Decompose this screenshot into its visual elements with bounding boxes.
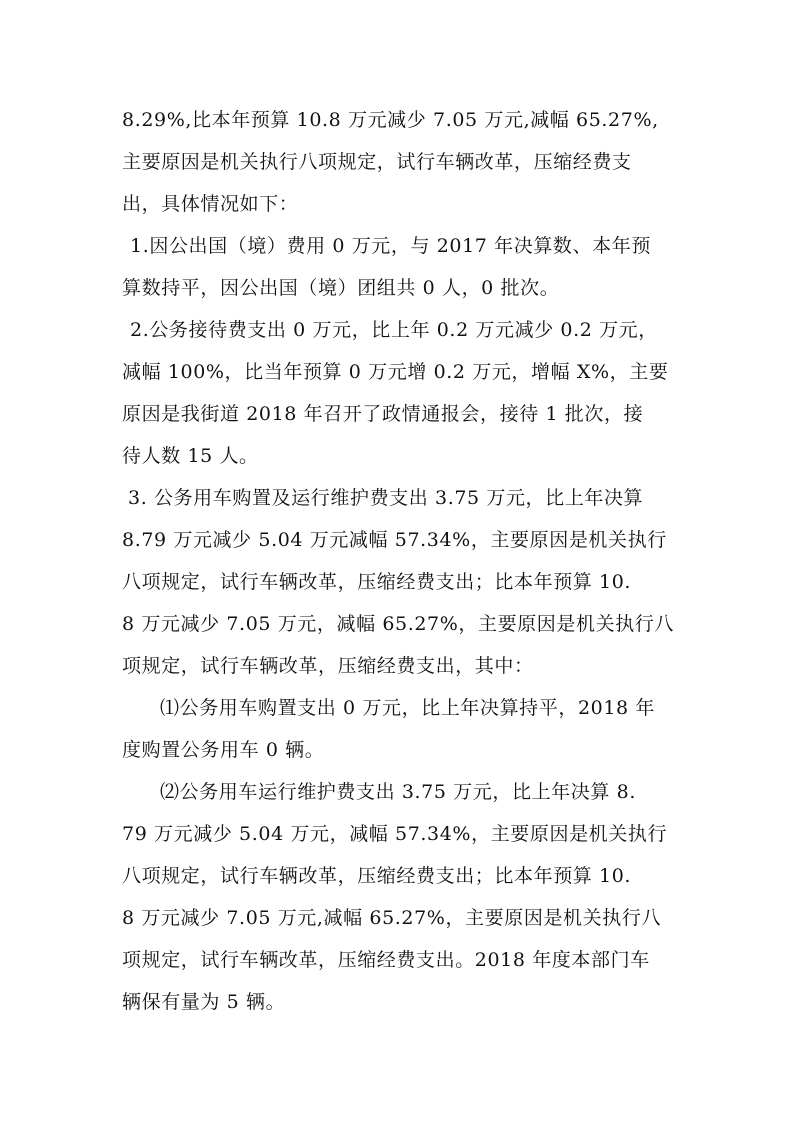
text-line-7: 减幅 100%，比当年预算 0 万元增 0.2 万元，增幅 X%，主要 [122, 361, 669, 383]
text-line-16: 度购置公务用车 0 辆。 [122, 739, 325, 761]
text-line-6: 2.公务接待费支出 0 万元，比上年 0.2 万元减少 0.2 万元， [130, 319, 658, 341]
text-line-15: ⑴公务用车购置支出 0 万元，比上年决算持平，2018 年 [160, 697, 655, 719]
text-line-19: 八项规定，试行车辆改革，压缩经费支出；比本年预算 10. [122, 865, 632, 887]
text-line-21: 项规定，试行车辆改革，压缩经费支出。2018 年度本部门车 [122, 949, 650, 971]
text-line-4: 1.因公出国（境）费用 0 万元，与 2017 年决算数、本年预 [130, 235, 651, 257]
text-line-22: 辆保有量为 5 辆。 [122, 991, 286, 1013]
text-line-18: 79 万元减少 5.04 万元，减幅 57.34%，主要原因是机关执行 [122, 823, 668, 845]
text-line-11: 8.79 万元减少 5.04 万元减幅 57.34%，主要原因是机关执行 [122, 529, 667, 551]
text-line-12: 八项规定，试行车辆改革，压缩经费支出；比本年预算 10. [122, 571, 632, 593]
text-line-10: 3. 公务用车购置及运行维护费支出 3.75 万元，比上年决算 [128, 487, 644, 509]
text-line-5: 算数持平，因公出国（境）团组共 0 人，0 批次。 [122, 277, 560, 299]
text-line-8: 原因是我街道 2018 年召开了政情通报会，接待 1 批次，接 [122, 403, 644, 425]
text-line-20: 8 万元减少 7.05 万元,减幅 65.27%，主要原因是机关执行八 [122, 907, 662, 929]
text-line-13: 8 万元减少 7.05 万元，减幅 65.27%，主要原因是机关执行八 [122, 613, 674, 635]
text-line-2: 主要原因是机关执行八项规定，试行车辆改革，压缩经费支 [122, 151, 632, 173]
text-line-1: 8.29%,比本年预算 10.8 万元减少 7.05 万元,减幅 65.27%, [122, 109, 659, 131]
text-line-17: ⑵公务用车运行维护费支出 3.75 万元，比上年决算 8. [160, 781, 636, 803]
text-line-14: 项规定，试行车辆改革，压缩经费支出，其中： [122, 655, 534, 677]
text-line-9: 待人数 15 人。 [122, 445, 259, 467]
text-line-3: 出，具体情况如下： [122, 193, 299, 215]
